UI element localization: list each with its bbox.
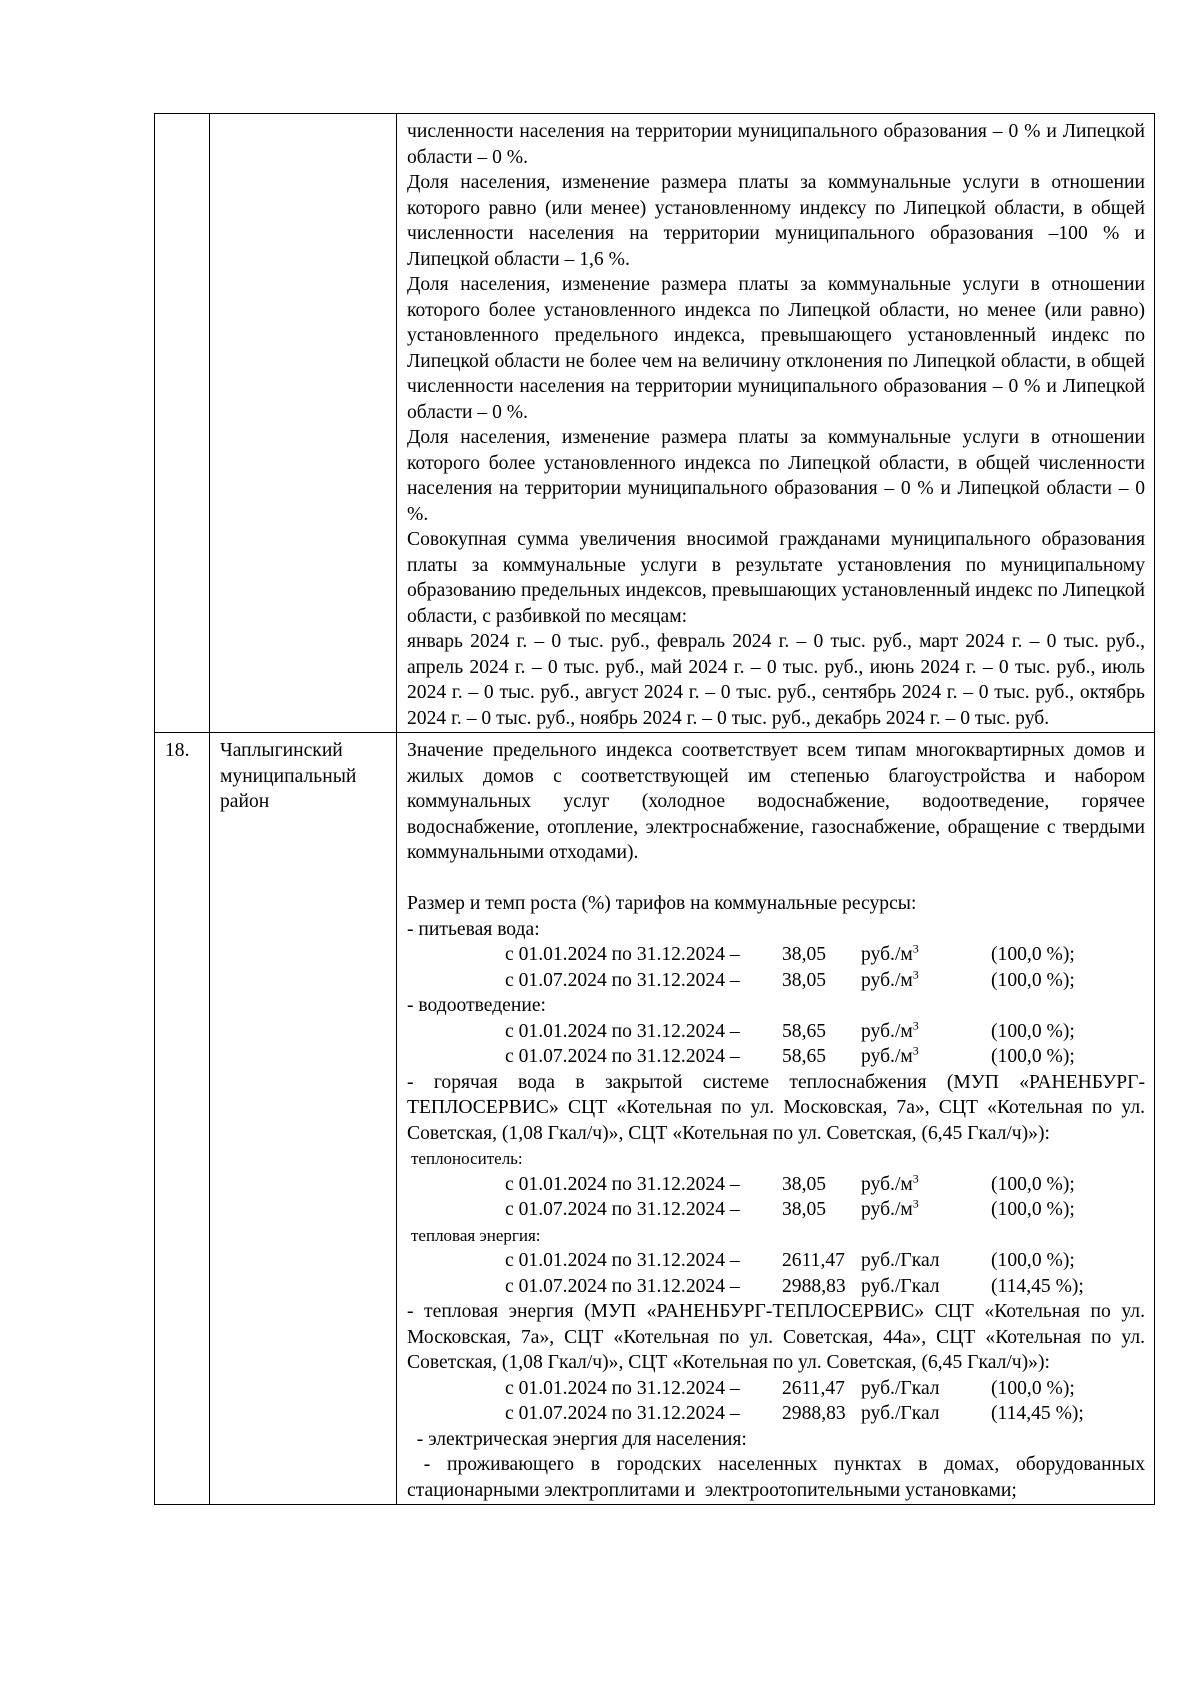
rate-line xyxy=(407,1248,1145,1274)
rate-period: с 01.01.2024 по 31.12.2024 – xyxy=(505,1173,740,1195)
rate-percent: (100,0 %); xyxy=(991,1377,1075,1399)
heat2-rates xyxy=(407,1376,1145,1427)
cell-district xyxy=(210,733,397,1505)
rate-period: с 01.07.2024 по 31.12.2024 – xyxy=(505,969,740,991)
rate-value: 38,05 xyxy=(782,944,827,965)
rate-value: 2611,47 xyxy=(782,1377,845,1399)
rate-line xyxy=(407,968,1145,994)
row-number: 18. xyxy=(165,740,190,761)
rate-period: с 01.01.2024 по 31.12.2024 – xyxy=(505,1250,740,1271)
water-label: - питьевая вода: xyxy=(407,918,540,940)
rate-unit: $руб./м^3$ xyxy=(861,966,919,991)
district-name: Чаплыгинский муниципальный район xyxy=(220,740,357,812)
tariffs-heading: Размер и темп роста (%) тарифов на коммунальные ресурсы: xyxy=(407,893,917,914)
rate-line xyxy=(407,1172,1145,1198)
water-rates xyxy=(407,942,1145,993)
paragraph: Доля населения, изменение размера платы за коммунальные услуги в отношении которого равно (или менее) установленному индексу по Липецкой области, в общей численности населения на территории муниципального образования –100 % и Липецкой области – 1,6 %. xyxy=(407,172,1145,270)
paragraph: Совокупная сумма увеличения вносимой гражданами муниципального образования платы за коммунальные услуги в результате установления по муниципальному образованию предельных индексов, превышающих установленный индекс по Липецкой области, с разбивкой по месяцам: xyxy=(407,529,1145,627)
rate-unit: $руб./м^3$ xyxy=(861,1043,919,1067)
rate-percent: (100,0 %); xyxy=(991,1250,1075,1271)
rate-value: 38,05 xyxy=(782,969,827,991)
rate-period: с 01.01.2024 по 31.12.2024 – xyxy=(505,1377,740,1399)
heat-label: тепловая энергия: xyxy=(411,1225,541,1245)
rate-line xyxy=(407,1019,1145,1045)
rate-value: 2611,47 xyxy=(782,1250,845,1271)
rate-unit-superscript: 3 xyxy=(912,941,919,956)
rate-unit: $руб./м^3$ xyxy=(861,1170,919,1195)
rate-unit: $руб./м^3$ xyxy=(861,941,919,965)
rate-value: 38,05 xyxy=(782,1173,827,1195)
rate-unit: руб./Гкал xyxy=(861,1377,940,1399)
rate-line xyxy=(407,1274,1145,1300)
rate-line xyxy=(407,1376,1145,1402)
cell-content xyxy=(397,733,1155,1505)
rate-unit: руб./Гкал xyxy=(861,1250,940,1271)
rate-percent: (100,0 %); xyxy=(991,944,1075,965)
sewer-label: - водоотведение: xyxy=(407,995,546,1016)
cell-number xyxy=(155,733,210,1505)
paragraph: Доля населения, изменение размера платы за коммунальные услуги в отношении которого более установленного индекса по Липецкой области, в общей численности населения на территории муниципального образования – 0 % и Липецкой области – 0 %. xyxy=(407,427,1145,525)
rate-unit-superscript: 3 xyxy=(912,1196,919,1211)
rate-period: с 01.07.2024 по 31.12.2024 – xyxy=(505,1046,740,1067)
rate-line xyxy=(407,1401,1145,1427)
rate-percent: (100,0 %); xyxy=(991,1020,1075,1042)
intro-paragraph: Значение предельного индекса соответствует всем типам многоквартирных домов и жилых домов с соответствующей им степенью благоустройства и набором коммунальных услуг (холодное водоснабжение, водоотведение, горячее водоснабжение, отопление, электроснабжение, газоснабжение, обращение с твердыми коммунальными отходами). xyxy=(407,740,1145,863)
paragraph: численности населения на территории муниципального образования – 0 % и Липецкой области – 0 %. xyxy=(407,121,1145,168)
table-row-prev xyxy=(155,114,1155,733)
rate-period: с 01.01.2024 по 31.12.2024 – xyxy=(505,1020,740,1042)
rate-percent: (114,45 %); xyxy=(991,1275,1084,1297)
rate-percent: (100,0 %); xyxy=(991,1046,1075,1067)
rate-period: с 01.07.2024 по 31.12.2024 – xyxy=(505,1199,740,1220)
cell-number-prev xyxy=(155,114,210,733)
rate-unit-superscript: 3 xyxy=(912,1170,919,1185)
table-row-18 xyxy=(155,733,1155,1505)
rate-line xyxy=(407,1044,1145,1070)
rate-percent: (100,0 %); xyxy=(991,969,1075,991)
tariff-table xyxy=(154,113,1155,1505)
rate-value: 58,65 xyxy=(782,1020,827,1042)
rate-value: 2988,83 xyxy=(782,1275,846,1297)
rate-unit: $руб./м^3$ xyxy=(861,1017,919,1042)
rate-unit-superscript: 3 xyxy=(912,1043,919,1058)
sewer-rates xyxy=(407,1019,1145,1070)
rate-period: с 01.07.2024 по 31.12.2024 – xyxy=(505,1275,740,1297)
carrier-rates xyxy=(407,1172,1145,1223)
electric-sub: - проживающего в городских населенных пунктах в домах, оборудованных стационарными электроплитами и электроотопительными установками; xyxy=(407,1454,1150,1501)
rate-unit: $руб./м^3$ xyxy=(861,1196,919,1220)
rate-value: 38,05 xyxy=(782,1199,827,1220)
rate-period: с 01.07.2024 по 31.12.2024 – xyxy=(505,1403,740,1424)
heat-rates xyxy=(407,1248,1145,1299)
rate-unit-superscript: 3 xyxy=(912,966,919,981)
cell-content-prev xyxy=(397,114,1155,733)
rate-percent: (100,0 %); xyxy=(991,1173,1075,1195)
rate-percent: (114,45 %); xyxy=(991,1403,1084,1424)
paragraph: Доля населения, изменение размера платы за коммунальные услуги в отношении которого более установленного индекса по Липецкой области, но менее (или равно) установленного предельного индекса, превышающего установленный индекс по Липецкой области не более чем на величину отклонения по Липецкой области, в общей численности населения на территории муниципального образования – 0 % и Липецкой области – 0 %. xyxy=(407,274,1145,423)
document-page xyxy=(154,113,1154,1505)
rate-percent: (100,0 %); xyxy=(991,1199,1075,1220)
carrier-label: теплоноситель: xyxy=(411,1149,523,1168)
rate-line xyxy=(407,942,1145,968)
rate-value: 2988,83 xyxy=(782,1403,846,1424)
rate-unit: руб./Гкал xyxy=(861,1275,940,1297)
paragraph: январь 2024 г. – 0 тыс. руб., февраль 2024 г. – 0 тыс. руб., март 2024 г. – 0 тыс. руб., апрель 2024 г. – 0 тыс. руб., май 2024 г. – 0 тыс. руб., июнь 2024 г. – 0 тыс. руб., июль 2024 г. – 0 тыс. руб., август 2024 г. – 0 тыс. руб., сентябрь 2024 г. – 0 тыс. руб., октябрь 2024 г. – 0 тыс. руб., ноябрь 2024 г. – 0 тыс. руб., декабрь 2024 г. – 0 тыс. руб. xyxy=(407,631,1145,729)
rate-value: 58,65 xyxy=(782,1046,827,1067)
heat2-label: - тепловая энергия (МУП «РАНЕНБУРГ-ТЕПЛОСЕРВИС» СЦТ «Котельная по ул. Московская, 7а», СЦТ «Котельная по ул. Советская, 44а», СЦТ «Котельная по ул. Советская, (1,08 Гкал/ч)», СЦТ «Котельная по ул. Советская, (6,45 Гкал/ч)»): xyxy=(407,1301,1145,1373)
electric-label: - электрическая энергия для населения: xyxy=(407,1428,747,1450)
rate-unit: руб./Гкал xyxy=(861,1403,940,1424)
rate-unit-superscript: 3 xyxy=(912,1017,919,1032)
cell-district-prev xyxy=(210,114,397,733)
rate-line xyxy=(407,1197,1145,1223)
hotwater-label: - горячая вода в закрытой системе теплоснабжения (МУП «РАНЕНБУРГ-ТЕПЛОСЕРВИС» СЦТ «Котельная по ул. Московская, 7а», СЦТ «Котельная по ул. Советская, (1,08 Гкал/ч)», СЦТ «Котельная по ул. Советская, (6,45 Гкал/ч)»): xyxy=(407,1071,1145,1144)
rate-period: с 01.01.2024 по 31.12.2024 – xyxy=(505,944,740,965)
